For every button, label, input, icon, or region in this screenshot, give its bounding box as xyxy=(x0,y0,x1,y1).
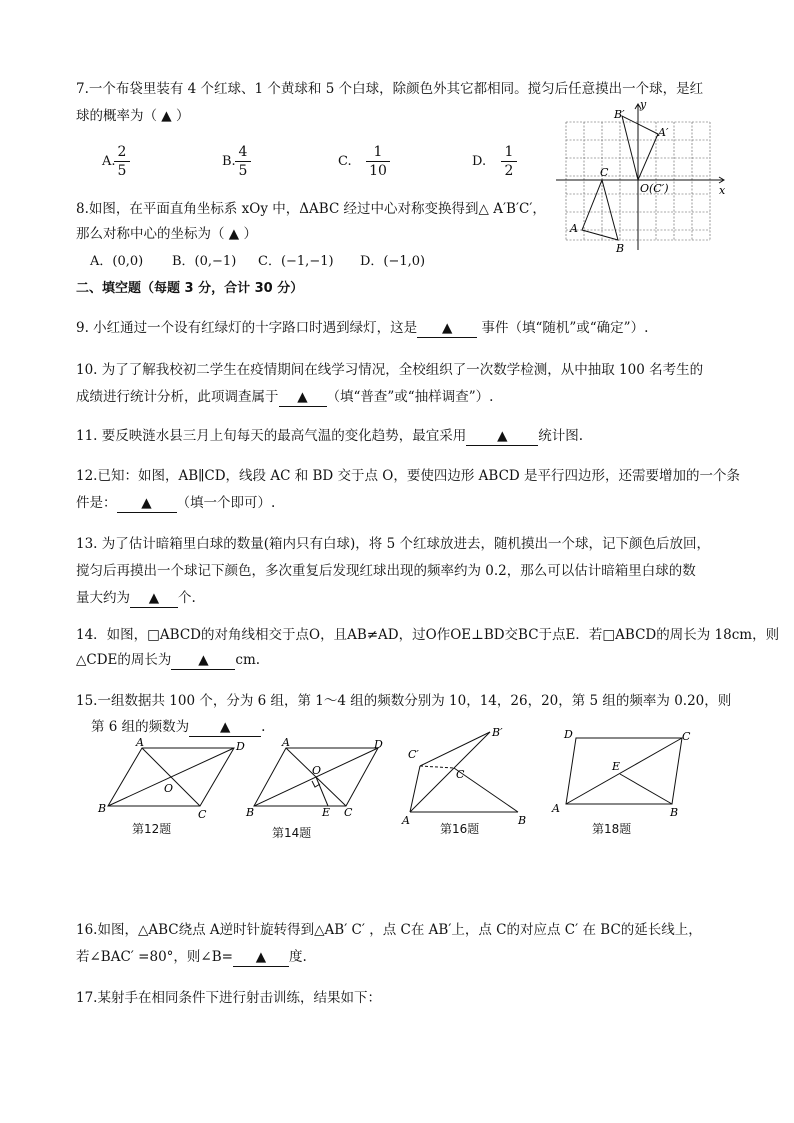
q7-line2 xyxy=(76,107,189,125)
label-c: C xyxy=(456,768,465,781)
q14-suffix: cm. xyxy=(235,652,261,668)
x-axis-label: x xyxy=(719,184,726,197)
q16-line2 xyxy=(76,948,307,967)
numerator: 1 xyxy=(501,143,517,162)
caption-q14: 第14题 xyxy=(272,826,312,840)
q11-line xyxy=(76,427,583,446)
q12-line1: 12.已知：如图，AB∥CD，线段 AC 和 BD 交于点 O，要使四边形 ABCD 是平行四边形，还需要增加的一个条 xyxy=(76,468,741,484)
q7-option-c-fraction xyxy=(366,143,390,180)
q12-line2 xyxy=(76,494,275,513)
denominator: 5 xyxy=(238,163,248,179)
q7-option-a-fraction xyxy=(114,143,130,180)
q8-line2 xyxy=(76,225,257,243)
q7-option-b-label: B. xyxy=(222,154,236,169)
q9-suffix: 事件（填“随机”或“确定”）. xyxy=(477,320,649,336)
denominator: 5 xyxy=(117,163,127,179)
numerator: 2 xyxy=(114,143,130,162)
label-b: B xyxy=(616,242,625,255)
q7-suffix: ） xyxy=(171,108,190,124)
label-a-prime: A′ xyxy=(658,126,669,139)
answer-mark: ▲ xyxy=(161,108,172,124)
q9-answer-blank[interactable]: ▲ xyxy=(417,319,477,338)
label-c: C xyxy=(682,730,691,743)
q15-answer-blank[interactable]: ▲ xyxy=(189,718,261,737)
label-a: A xyxy=(570,222,578,235)
q8-option-b: B．(0,−1) xyxy=(172,254,237,269)
q16-suffix: 度. xyxy=(288,949,307,965)
figure-q18 xyxy=(548,724,698,820)
q8-option-c: C．(−1,−1) xyxy=(258,254,334,269)
numerator: 1 xyxy=(366,143,390,162)
q9-prefix: 9. 小红通过一个设有红绿灯的十字路口时遇到绿灯，这是 xyxy=(76,320,418,336)
q7-prefix: 球的概率为（ xyxy=(76,108,162,124)
q13-prefix: 量大约为 xyxy=(76,590,130,606)
label-d: D xyxy=(564,728,573,741)
label-c: C xyxy=(198,808,207,821)
q7-option-d-label: D. xyxy=(472,154,487,169)
label-b-prime: B′ xyxy=(492,726,503,739)
label-e: E xyxy=(322,806,331,819)
q12-answer-blank[interactable]: ▲ xyxy=(117,494,177,513)
q7-line1: 7.一个布袋里装有 4 个红球、1 个黄球和 5 个白球，除颜色外其它都相同。搅匀后任意摸出一个球，是红 xyxy=(76,81,704,97)
q17-line1: 17.某射手在相同条件下进行射击训练，结果如下： xyxy=(76,990,381,1006)
q7-option-d-fraction xyxy=(501,143,517,180)
q13-answer-blank[interactable]: ▲ xyxy=(130,589,178,608)
q11-answer-blank[interactable]: ▲ xyxy=(466,427,538,446)
figure-q12 xyxy=(94,736,254,822)
caption-q12: 第12题 xyxy=(132,822,172,836)
q8-option-a: A．(0,0) xyxy=(90,254,144,269)
figure-q14 xyxy=(240,736,400,822)
q8-coordinate-figure xyxy=(556,98,732,258)
q15-prefix: 第 6 组的频数为 xyxy=(91,719,190,735)
q13-suffix: 个. xyxy=(178,590,196,606)
q10-line1: 10. 为了了解我校初二学生在疫情期间在线学习情况，全校组织了一次数学检测，从中抽取 100 名考生的 xyxy=(76,362,704,378)
q8-suffix: ） xyxy=(239,226,257,242)
q13-line3 xyxy=(76,589,196,608)
q15-line2 xyxy=(91,718,265,737)
q13-line2: 搅匀后再摸出一个球记下颜色，多次重复后发现红球出现的频率约为 0.2，那么可以估计暗箱里白球的数 xyxy=(76,563,696,579)
label-o: O xyxy=(164,782,174,795)
label-origin: O(C′) xyxy=(640,182,669,195)
q10-suffix: （填“普查”或“抽样调查”）. xyxy=(326,389,494,405)
q10-line2 xyxy=(76,388,493,407)
label-o: O xyxy=(312,764,322,777)
q7-option-b-fraction xyxy=(235,143,251,180)
q13-line1: 13. 为了估计暗箱里白球的数量(箱内只有白球)，将 5 个红球放进去，随机摸出一个球，记下颜色后放回， xyxy=(76,536,710,552)
y-axis-label: y xyxy=(640,98,647,111)
label-a: A xyxy=(282,736,290,749)
q7-option-c-label: C. xyxy=(338,154,352,169)
figure-q16 xyxy=(398,720,538,824)
q8-line1: 8.如图，在平面直角坐标系 xOy 中，ΔABC 经过中心对称变换得到△ A′B′C′， xyxy=(76,201,546,217)
label-c-prime: C′ xyxy=(408,748,419,761)
q11-suffix: 统计图. xyxy=(538,428,584,444)
q10-prefix: 成绩进行统计分析，此项调查属于 xyxy=(76,389,279,405)
q16-prefix: 若∠BAC′ =80°，则∠B= xyxy=(76,949,233,965)
label-a: A xyxy=(136,736,144,749)
label-d: D xyxy=(374,738,383,751)
q16-answer-blank[interactable]: ▲ xyxy=(233,948,289,967)
q14-line2 xyxy=(76,651,260,670)
label-b: B xyxy=(670,806,679,819)
numerator: 4 xyxy=(235,143,251,162)
label-a: A xyxy=(402,814,410,824)
q9-line xyxy=(76,319,648,338)
label-b: B xyxy=(98,802,107,815)
answer-mark: ▲ xyxy=(228,226,240,242)
q14-prefix: △CDE的周长为 xyxy=(76,652,172,668)
label-a: A xyxy=(552,802,560,815)
label-b: B xyxy=(246,806,255,819)
label-b-prime: B′ xyxy=(614,108,625,121)
caption-q18: 第18题 xyxy=(592,822,632,836)
q16-line1: 16.如图，△ABC绕点 A逆时针旋转得到△AB′ C′ ，点 C在 AB′上，点 C的对应点 C′ 在 BC的延长线上， xyxy=(76,922,702,938)
label-c: C xyxy=(344,806,353,819)
q12-prefix: 件是： xyxy=(76,495,117,511)
q15-line1: 15.一组数据共 100 个，分为 6 组，第 1～4 组的频数分别为 10，14，26，20，第 5 组的频率为 0.20，则 xyxy=(76,693,732,709)
q14-line1: 14．如图，□ABCD的对角线相交于点O，且AB≠AD，过O作OE⊥BD交BC于点E．若□ABCD的周长为 18cm，则 xyxy=(76,627,780,643)
caption-q16: 第16题 xyxy=(440,822,480,836)
q10-answer-blank[interactable]: ▲ xyxy=(279,388,327,407)
q8-option-d: D．(−1,0) xyxy=(360,254,426,269)
q11-prefix: 11. 要反映涟水县三月上旬每天的最高气温的变化趋势，最宜采用 xyxy=(76,428,467,444)
label-b: B xyxy=(518,814,527,824)
section-heading: 二、填空题（每题 3 分，合计 30 分） xyxy=(76,281,304,296)
label-c: C xyxy=(600,166,609,179)
label-d: D xyxy=(236,740,245,753)
q14-answer-blank[interactable]: ▲ xyxy=(171,651,235,670)
q12-suffix: （填一个即可）. xyxy=(176,495,276,511)
q7-option-a-label: A. xyxy=(102,154,116,169)
denominator: 10 xyxy=(369,163,387,179)
label-e: E xyxy=(612,760,621,773)
denominator: 2 xyxy=(504,163,514,179)
q15-suffix: . xyxy=(261,719,266,735)
q8-prefix: 那么对称中心的坐标为（ xyxy=(76,226,229,242)
